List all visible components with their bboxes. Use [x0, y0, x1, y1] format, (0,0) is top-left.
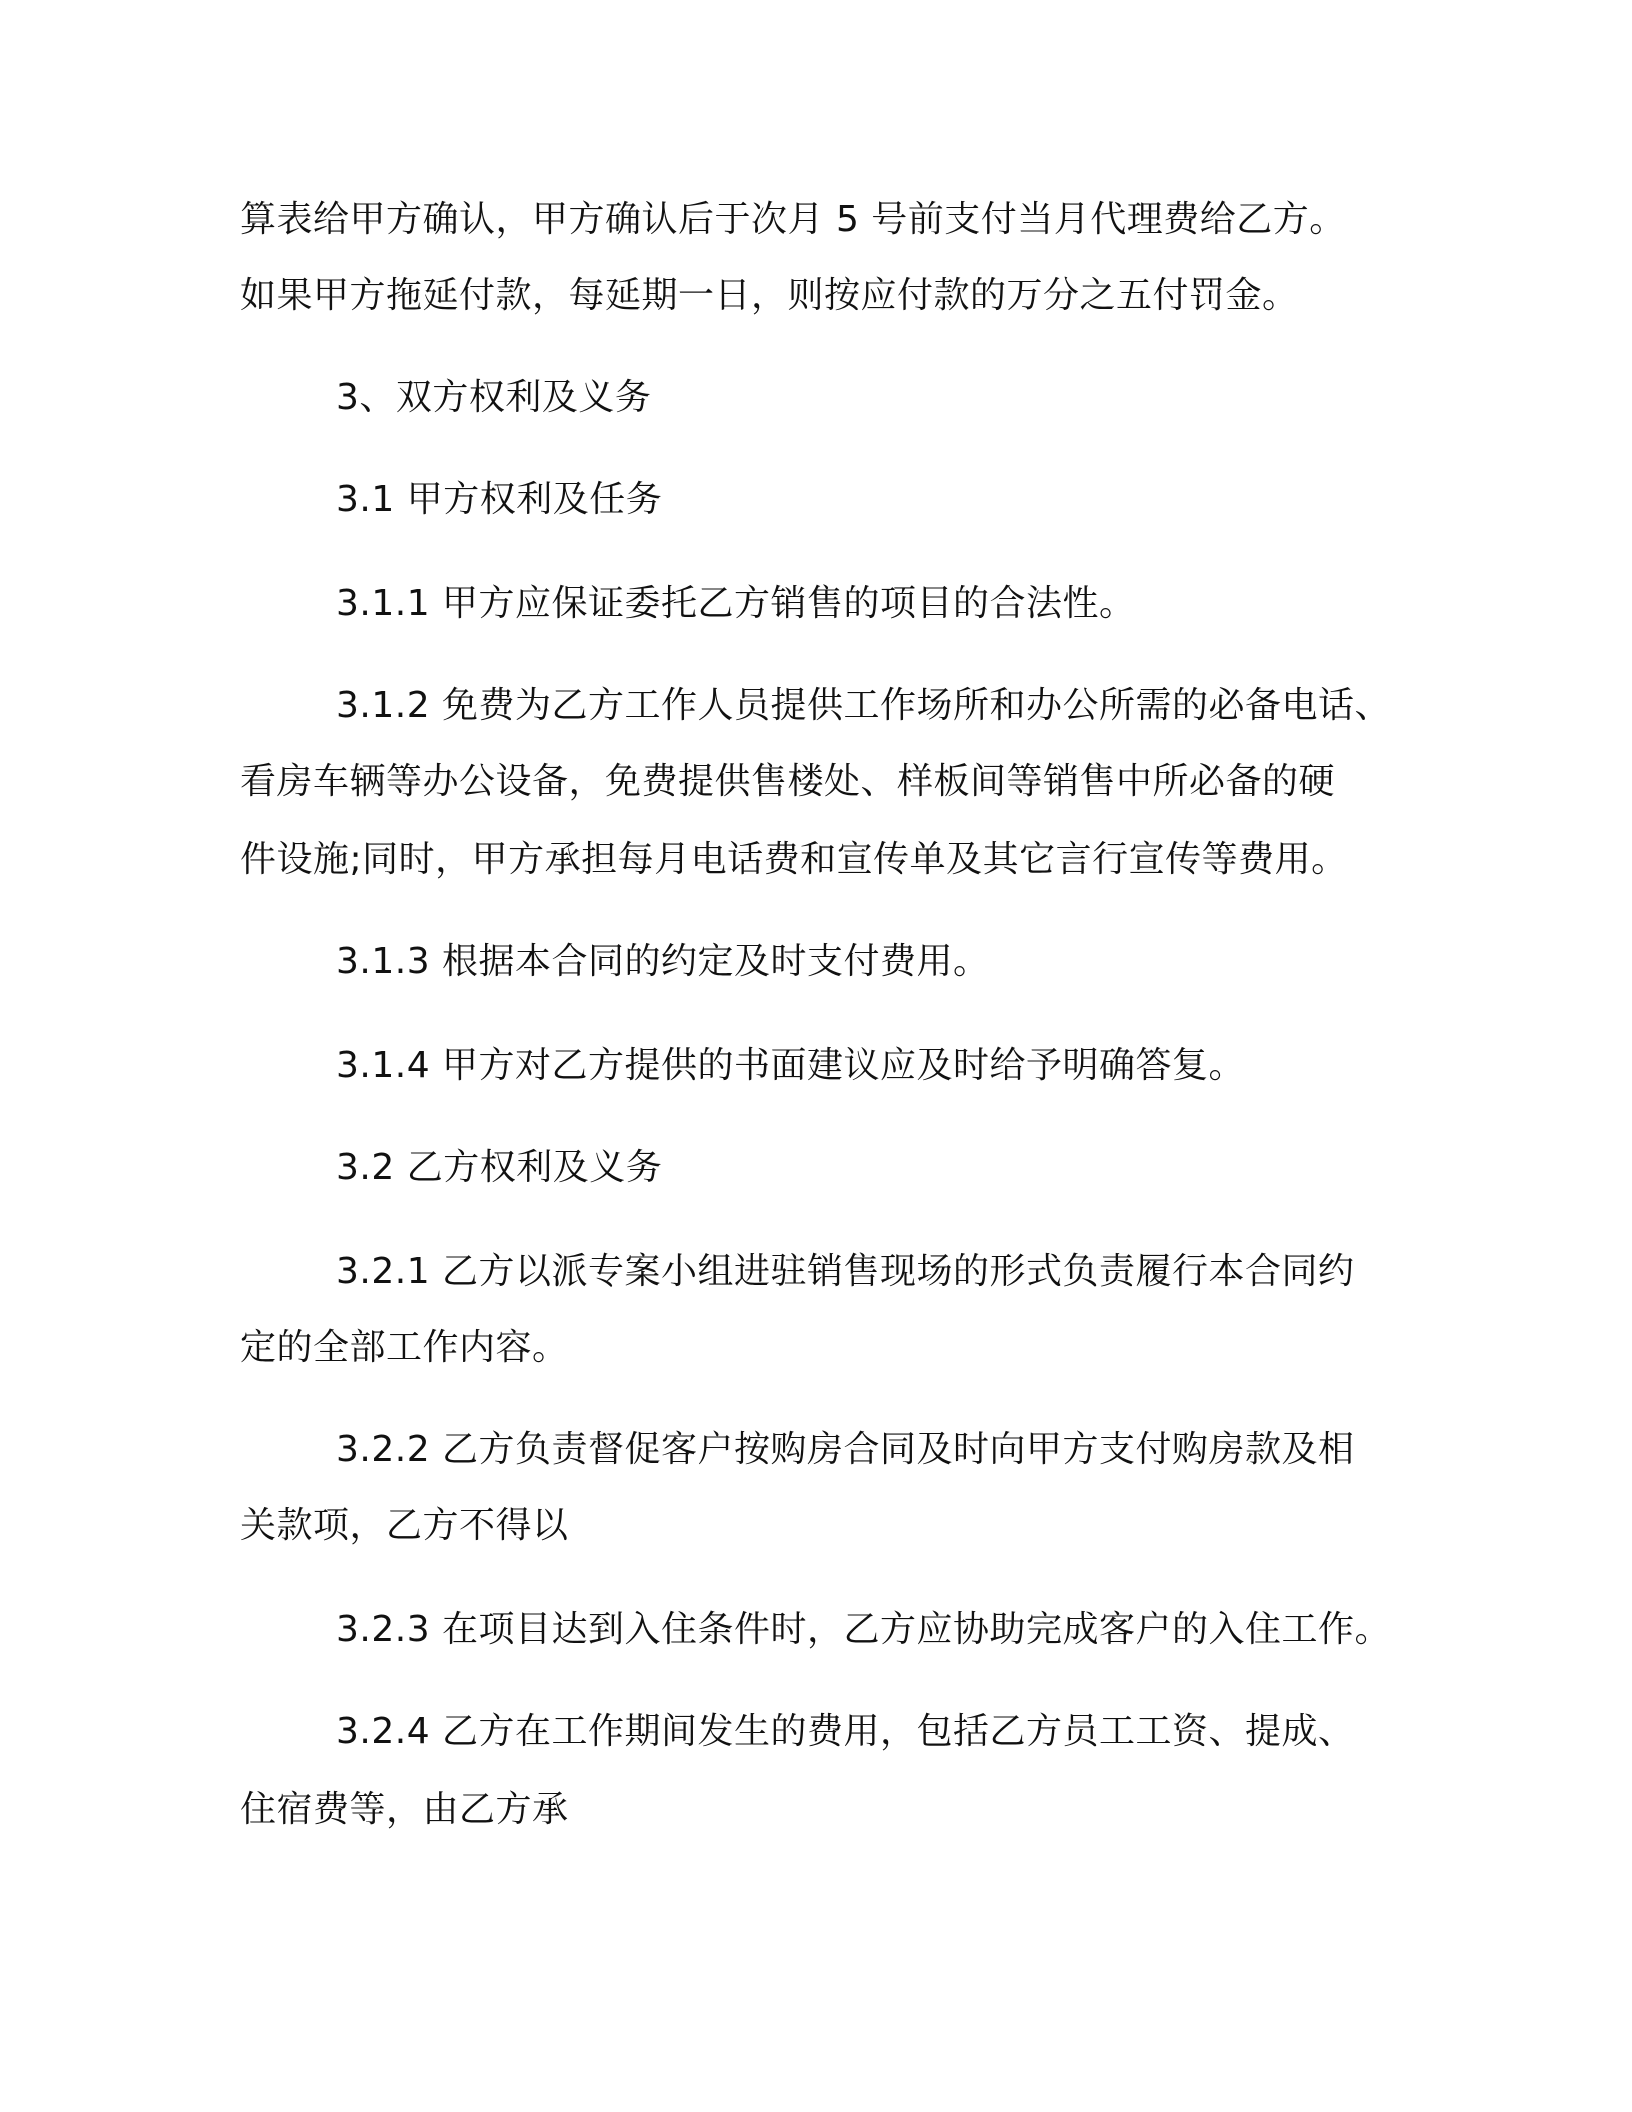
section-heading: 3、双方权利及义务: [336, 377, 652, 418]
clause-line: 3.2.1 乙方以派专案小组进驻销售现场的形式负责履行本合同约: [336, 1251, 1355, 1292]
paragraph-line: 算表给甲方确认，甲方确认后于次月 5 号前支付当月代理费给乙方。: [240, 199, 1346, 240]
paragraph-line: 看房车辆等办公设备，免费提供售楼处、样板间等销售中所必备的硬: [240, 761, 1336, 802]
clause-line: 3.2.2 乙方负责督促客户按购房合同及时向甲方支付购房款及相: [336, 1429, 1355, 1470]
paragraph-line: 件设施;同时，甲方承担每月电话费和宣传单及其它言行宣传等费用。: [240, 839, 1348, 880]
paragraph-line: 关款项，乙方不得以: [240, 1505, 569, 1546]
clause-line: 3.2.3 在项目达到入住条件时，乙方应协助完成客户的入住工作。: [336, 1609, 1392, 1650]
subsection-heading: 3.2 乙方权利及义务: [336, 1147, 663, 1188]
paragraph-line: 如果甲方拖延付款，每延期一日，则按应付款的万分之五付罚金。: [240, 275, 1299, 316]
clause-line: 3.1.1 甲方应保证委托乙方销售的项目的合法性。: [336, 583, 1136, 624]
paragraph-line: 住宿费等，由乙方承: [240, 1789, 569, 1830]
paragraph-line: 定的全部工作内容。: [240, 1327, 569, 1368]
clause-line: 3.1.4 甲方对乙方提供的书面建议应及时给予明确答复。: [336, 1045, 1246, 1086]
subsection-heading: 3.1 甲方权利及任务: [336, 479, 663, 520]
clause-line: 3.1.3 根据本合同的约定及时支付费用。: [336, 941, 990, 982]
clause-line: 3.2.4 乙方在工作期间发生的费用，包括乙方员工工资、提成、: [336, 1711, 1355, 1752]
clause-line: 3.1.2 免费为乙方工作人员提供工作场所和办公所需的必备电话、: [336, 685, 1392, 726]
